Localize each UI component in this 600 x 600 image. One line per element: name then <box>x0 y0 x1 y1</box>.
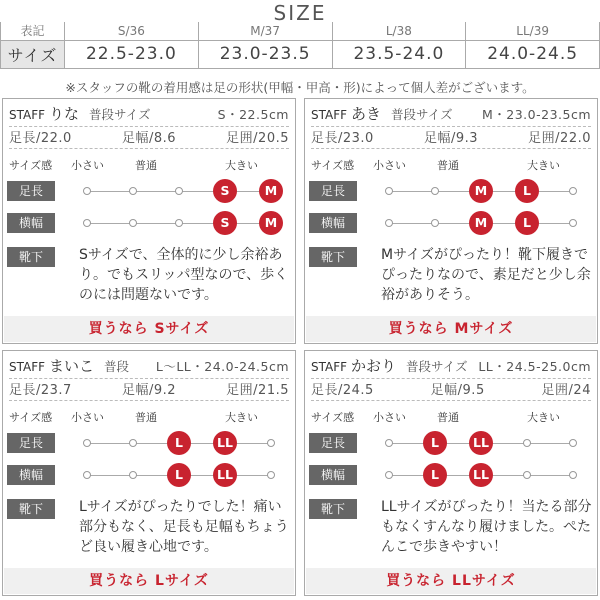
size-fit-marker: S <box>213 211 237 235</box>
scale-dot <box>569 219 577 227</box>
staff-name: まいこ <box>49 357 95 375</box>
staff-label: STAFF <box>311 108 348 122</box>
size-fit-marker: L <box>515 179 539 203</box>
size-fit-marker: LL <box>213 463 237 487</box>
scale-normal-label: 普通 <box>135 159 157 172</box>
staff-card <box>2 98 296 344</box>
scale-dot <box>569 187 577 195</box>
size-range-m: 23.0-23.5 <box>198 40 332 68</box>
row-label-shoe: 靴下 <box>309 247 357 267</box>
scale-normal-label: 普通 <box>135 411 157 424</box>
scale-dot <box>83 219 91 227</box>
row-label-length: 足長 <box>7 433 55 453</box>
row-label-width: 横幅 <box>309 465 357 485</box>
scale-dot <box>83 471 91 479</box>
size-code-m: M/37 <box>198 22 332 40</box>
size-fit-marker: LL <box>213 431 237 455</box>
size-fit-marker: M <box>259 211 283 235</box>
scale-dot <box>523 439 531 447</box>
fit-label: サイズ感 <box>311 159 355 172</box>
recommendation: 買うなら Lサイズ <box>4 568 294 594</box>
page-title: SIZE <box>273 1 327 25</box>
row-label-width: 横幅 <box>309 213 357 233</box>
scale-dot <box>129 471 137 479</box>
foot-girth: 足囲/21.5 <box>226 383 289 398</box>
scale-big-label: 大きい <box>225 411 258 424</box>
size-table <box>0 22 600 69</box>
scale-dot <box>175 219 183 227</box>
scale-dot <box>569 471 577 479</box>
fit-scale-header <box>3 157 295 173</box>
foot-length: 足長/23.7 <box>9 383 72 398</box>
scale-dot <box>267 439 275 447</box>
fit-label: サイズ感 <box>9 411 53 424</box>
usual-size-value: M・23.0-23.5cm <box>481 107 591 122</box>
scale-dot <box>385 187 393 195</box>
usual-size-label: 普段サイズ <box>406 359 468 374</box>
staff-header <box>311 355 591 377</box>
fit-label: サイズ感 <box>311 411 355 424</box>
size-fit-marker: M <box>469 211 493 235</box>
scale-normal-label: 普通 <box>437 159 459 172</box>
scale-dot <box>83 187 91 195</box>
size-table-header-row <box>1 22 600 40</box>
size-fit-marker: M <box>469 179 493 203</box>
scale-dot <box>129 187 137 195</box>
size-fit-marker: L <box>515 211 539 235</box>
divider <box>311 400 591 401</box>
size-range-s: 22.5-23.0 <box>65 40 199 68</box>
foot-length: 足長/24.5 <box>311 383 374 398</box>
row-label-length: 足長 <box>309 181 357 201</box>
usual-size-value: LL・24.5-25.0cm <box>478 359 591 374</box>
scale-small-label: 小さい <box>373 411 406 424</box>
scale-dot <box>569 439 577 447</box>
size-range-ll: 24.0-24.5 <box>466 40 600 68</box>
staff-card <box>304 350 598 596</box>
foot-girth: 足囲/20.5 <box>226 131 289 146</box>
scale-dot <box>83 439 91 447</box>
staff-label: STAFF <box>9 108 46 122</box>
foot-length: 足長/23.0 <box>311 131 374 146</box>
foot-measurements <box>311 127 591 146</box>
staff-comment: Mサイズがぴったり！靴下履きでぴったりなので、素足だと少し余裕がありそう。 <box>381 247 591 303</box>
size-code-s: S/36 <box>65 22 199 40</box>
fit-note: ※スタッフの靴の着用感は足の形状(甲幅・甲高・形)によって個人差がございます。 <box>65 80 535 95</box>
scale-dot <box>129 219 137 227</box>
size-range-l: 23.5-24.0 <box>332 40 466 68</box>
staff-name: あき <box>351 105 382 123</box>
scale-small-label: 小さい <box>71 159 104 172</box>
size-table-header-label: 表記 <box>1 22 65 40</box>
size-fit-marker: L <box>167 431 191 455</box>
recommendation: 買うなら Sサイズ <box>4 316 294 342</box>
foot-width: 足幅/9.2 <box>121 383 177 398</box>
scale-dot <box>523 471 531 479</box>
staff-header <box>311 103 591 125</box>
scale-small-label: 小さい <box>373 159 406 172</box>
staff-comment: LLサイズがぴったり！当たる部分もなくすんなり履けました。ぺたんこで歩きやすい！ <box>381 499 592 555</box>
foot-width: 足幅/9.3 <box>423 131 479 146</box>
row-label-width: 横幅 <box>7 213 55 233</box>
foot-width: 足幅/8.6 <box>121 131 177 146</box>
scale-dot <box>431 187 439 195</box>
staff-name: りな <box>49 105 80 123</box>
usual-size-label: 普段サイズ <box>391 107 453 122</box>
fit-label: サイズ感 <box>9 159 53 172</box>
scale-big-label: 大きい <box>527 411 560 424</box>
scale-big-label: 大きい <box>225 159 258 172</box>
size-code-ll: LL/39 <box>466 22 600 40</box>
scale-dot <box>267 471 275 479</box>
scale-dot <box>385 471 393 479</box>
row-label-width: 横幅 <box>7 465 55 485</box>
size-fit-marker: L <box>423 463 447 487</box>
scale-dot <box>431 219 439 227</box>
divider <box>311 148 591 149</box>
size-fit-marker: M <box>259 179 283 203</box>
usual-size-label: 普段サイズ <box>89 107 151 122</box>
scale-big-label: 大きい <box>527 159 560 172</box>
fit-scale-header <box>3 409 295 425</box>
row-label-shoe: 靴下 <box>309 499 357 519</box>
divider <box>9 400 289 401</box>
foot-measurements <box>9 127 289 146</box>
staff-label: STAFF <box>311 360 348 374</box>
row-label-length: 足長 <box>7 181 55 201</box>
recommendation: 買うなら Mサイズ <box>306 316 596 342</box>
staff-name: かおり <box>351 357 397 375</box>
row-label-shoe: 靴下 <box>7 499 55 519</box>
staff-card <box>2 350 296 596</box>
staff-header <box>9 103 289 125</box>
scale-normal-label: 普通 <box>437 411 459 424</box>
size-fit-marker: LL <box>469 431 493 455</box>
row-label-length: 足長 <box>309 433 357 453</box>
size-fit-marker: L <box>423 431 447 455</box>
foot-measurements <box>311 379 591 398</box>
size-table-size-label: サイズ <box>1 40 65 68</box>
usual-size-value: L〜LL・24.0-24.5cm <box>155 359 289 374</box>
scale-dot <box>385 439 393 447</box>
staff-comment: Lサイズがぴったりでした！痛い部分もなく、足長も足幅もちょうど良い履き心地です。 <box>79 499 289 555</box>
size-fit-marker: S <box>213 179 237 203</box>
scale-dot <box>175 187 183 195</box>
foot-girth: 足囲/22.0 <box>528 131 591 146</box>
scale-dot <box>385 219 393 227</box>
usual-size-label: 普段 <box>104 359 130 374</box>
recommendation: 買うなら LLサイズ <box>306 568 596 594</box>
staff-comment: Sサイズで、全体的に少し余裕あり。でもスリッパ型なので、歩くのには問題ないです。 <box>79 247 289 303</box>
size-code-l: L/38 <box>332 22 466 40</box>
usual-size-value: S・22.5cm <box>217 107 289 122</box>
foot-girth: 足囲/24 <box>541 383 591 398</box>
scale-small-label: 小さい <box>71 411 104 424</box>
divider <box>9 148 289 149</box>
staff-header <box>9 355 289 377</box>
scale-dot <box>129 439 137 447</box>
row-label-shoe: 靴下 <box>7 247 55 267</box>
staff-label: STAFF <box>9 360 46 374</box>
fit-scale-header <box>305 157 597 173</box>
foot-measurements <box>9 379 289 398</box>
size-fit-marker: LL <box>469 463 493 487</box>
size-table-value-row <box>1 40 600 68</box>
staff-card <box>304 98 598 344</box>
foot-length: 足長/22.0 <box>9 131 72 146</box>
size-fit-marker: L <box>167 463 191 487</box>
fit-scale-header <box>305 409 597 425</box>
foot-width: 足幅/9.5 <box>430 383 485 398</box>
